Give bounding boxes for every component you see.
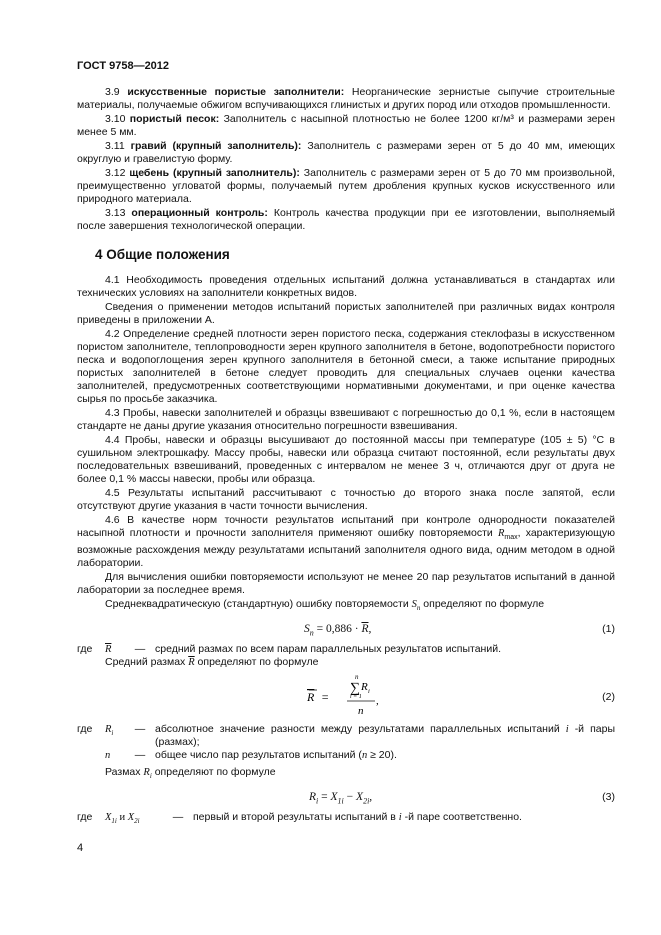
where2-label: где: [77, 723, 93, 736]
page-number: 4: [77, 842, 84, 854]
definition-term: искусственные пористые заполнители:: [127, 86, 345, 98]
where3-text-i: i: [398, 812, 402, 824]
where-label: где: [77, 643, 93, 656]
std-error-text-a: Среднеквадратическую (стандартную) ошибку повторяемости: [105, 598, 412, 611]
definitions-list: [77, 86, 615, 233]
definition-number: 3.9: [105, 86, 120, 98]
paragraph-4-2: 4.2 Определение средней плотности зерен пористого песка, содержания стеклофазы в искусственном пористом заполнителе, теплопроводности зерен крупного заполнителя в бетоне, водопотребности пористого песка и водопоглощения зерен крупного заполнителя в бетонной смеси, а также испытание природных пористых заполнителей в бетоне следует проводить для специальных случаев оценки качества заполнителей, предусмотренных соответствующими нормативными документами, и при оценке качества сырья по просьбе заказчика.: [77, 328, 615, 405]
where2-text-b: -й пары (размах);: [155, 723, 615, 749]
where2-label: [77, 749, 105, 766]
definition-number: 3.13: [105, 207, 126, 219]
definition-number: 3.12: [105, 167, 126, 179]
formula-1-number: (1): [602, 623, 615, 636]
definition-term: гравий (крупный заполнитель):: [130, 140, 302, 152]
where2-text-a: абсолютное значение разности между результатами параллельных испытаний: [155, 723, 566, 736]
symbol-r-max-sub: max: [504, 534, 518, 542]
f2-sum-sign: ∑: [350, 681, 360, 697]
where2-symbol: [105, 749, 125, 766]
definition-3-10: [77, 113, 615, 139]
f2-sum-top: n: [355, 673, 359, 682]
definition-text: Контроль качества продукции при ее изготовлении, выполняемый после завершения технологической операции.: [77, 207, 616, 232]
paragraph-4-1: 4.1 Необходимость проведения отдельных испытаний должна устанавливаться в стандартах или технических условиях на заполнители конкретных видов.: [77, 274, 615, 299]
where3-text: [193, 811, 615, 828]
where-x1-x2: [77, 811, 615, 828]
where2-row: [77, 749, 615, 766]
paragraph-4-6-text-b: , характеризующую возможные расхождения между результатами испытаний заполнителя одного вида, одним методом в одной лаборатории.: [77, 527, 616, 570]
where-r-bar: [77, 643, 615, 656]
definition-number: 3.11: [105, 140, 125, 152]
formula-3-expression: $R_i = X_{1i} - X_{2i}$,: [309, 791, 373, 806]
range-text-a: Размах: [105, 766, 144, 779]
document-header: ГОСТ 9758—2012: [77, 60, 170, 72]
f2-denominator: n: [358, 705, 364, 718]
formula-1-expression: [304, 623, 371, 639]
formula-2: [77, 671, 615, 721]
f1-lhs: S: [304, 623, 310, 636]
paragraph-4-5: 4.5 Результаты испытаний рассчитывают с точностью до второго знака после запятой, если отсутствуют другие указания в части точности вычисления.: [77, 487, 615, 512]
formula-2-expression: [305, 671, 445, 721]
formula-3: [77, 787, 615, 809]
f1-sub: n: [309, 628, 314, 638]
paragraph-mean-range: [77, 656, 615, 669]
f2-summand-sub: i: [368, 688, 370, 696]
definition-term: операционный контроль:: [131, 207, 268, 219]
paragraph-annex-ref: Сведения о применении методов испытаний пористых заполнителей при различных видах контроля приведены в приложении А.: [77, 301, 615, 326]
symbol-s: S: [411, 599, 417, 611]
mean-range-text-a: Средний размах: [105, 656, 189, 669]
where2-sym: n: [105, 750, 111, 762]
formula-3-number: (3): [602, 791, 615, 804]
paragraph-4-3: 4.3 Пробы, навески заполнителей и образцы взвешивают с погрешностью до 0,1 %, если в настоящем стандарте не даны другие указания относительно погрешности взвешивания.: [77, 407, 615, 432]
definition-text: Заполнитель с размерами зерен от 5 до 70 мм произвольной, преимущественно угловатой формы, получаемый путем дробления крупных кусков искусственного или природного материала.: [77, 167, 615, 205]
where3-label: где: [77, 811, 93, 824]
where2-text: [155, 749, 615, 766]
where3-and: и: [119, 812, 126, 824]
where2-text-a: общее число пар результатов испытаний (: [155, 749, 362, 762]
f2-lhs: R: [307, 690, 315, 705]
where2-text-i: n: [361, 750, 368, 762]
where2-text: [155, 723, 615, 749]
definition-text: Заполнитель с насыпной плотностью не более 1200 кг/м³ и размерами зерен менее 5 мм.: [77, 113, 615, 138]
range-text-b: определяют по формуле: [151, 766, 276, 779]
formula-2-number: (2): [602, 691, 615, 704]
f1-rhs: = 0,886 ·: [313, 623, 362, 636]
paragraph-4-6: [77, 514, 615, 570]
symbol-r-bar: $\overline{R}$: [188, 657, 195, 669]
definition-term: щебень (крупный заполнитель):: [129, 167, 300, 179]
where-text: средний размах по всем парам параллельных результатов испытаний.: [155, 643, 501, 656]
where-dash: —: [134, 643, 146, 656]
where2-sym: R: [105, 724, 112, 736]
paragraph-std-error: [77, 598, 615, 615]
section-title: 4 Общие положения: [95, 247, 230, 262]
where2-row: [77, 723, 615, 749]
symbol-r-max: R: [497, 528, 505, 539]
f2-comma: ,: [376, 695, 379, 708]
where2-text-b: ≥ 20).: [367, 749, 397, 762]
f2-sum-bottom: i = 1: [350, 694, 362, 701]
f2-summand: R: [361, 681, 368, 694]
paragraph-pairs: Для вычисления ошибки повторяемости используют не менее 20 пар результатов испытаний в данной лаборатории за последнее время.: [77, 571, 615, 597]
where2-dash: —: [134, 723, 146, 736]
where3-text-a: первый и второй результаты испытаний в: [193, 811, 399, 824]
std-error-text-b: определяют по формуле: [420, 598, 545, 611]
f1-r-bar: $\overline{R}$: [361, 623, 369, 636]
definition-number: 3.10: [105, 113, 126, 125]
formula-1: [77, 619, 615, 641]
where3-text-b: -й паре соответственно.: [401, 811, 522, 824]
where3-symbols: $X_{1i}$ и $X_{2i}$: [105, 812, 140, 826]
paragraph-4-6-text-a: 4.6 В качестве норм точности результатов испытаний при контроле однородности показателей насыпной плотности и прочности заполнителя применяют ошибку повторяемости: [77, 514, 615, 539]
where2-symbol: [105, 723, 125, 749]
paragraph-range: [77, 766, 615, 783]
symbol-s-sub: n: [416, 604, 421, 613]
where2-sub: i: [111, 729, 114, 738]
definition-3-11: [77, 140, 615, 166]
where2-dash: —: [134, 749, 146, 762]
where-symbol: $\overline{R}$: [105, 644, 112, 656]
where-list-2: [77, 723, 615, 766]
definition-3-13: [77, 207, 615, 233]
symbol-ri: $R_i$: [143, 767, 152, 781]
definition-3-9: [77, 86, 615, 112]
f1-tail: ,: [368, 623, 372, 636]
paragraph-4-4: 4.4 Пробы, навески и образцы высушивают до постоянной массы при температуре (105 ± 5) °С в сушильном электрошкафу. Массу пробы, навески или образца считают постоянной, если результаты двух последовательных взвешиваний, проведенных с интервалом не менее 3 ч, отличаются друг от друга не более 0,1 % массы навески, пробы или образца.: [77, 434, 615, 485]
where3-dash: —: [172, 811, 184, 824]
definition-term: пористый песок:: [129, 113, 220, 125]
page-body: [77, 86, 615, 828]
where2-text-i: i: [565, 724, 569, 736]
f2-eq: =: [321, 690, 330, 705]
definition-text: Заполнитель с размерами зерен от 5 до 40 мм, имеющих округлую и гравелистую форму.: [77, 140, 616, 165]
mean-range-text-b: определяют по формуле: [194, 656, 319, 669]
definition-3-12: [77, 167, 615, 206]
definition-text: Неорганические зернистые сыпучие строительные материалы, получаемые обжигом вспучивающихся глинистых и других пород или отходов промышленности.: [77, 86, 616, 111]
